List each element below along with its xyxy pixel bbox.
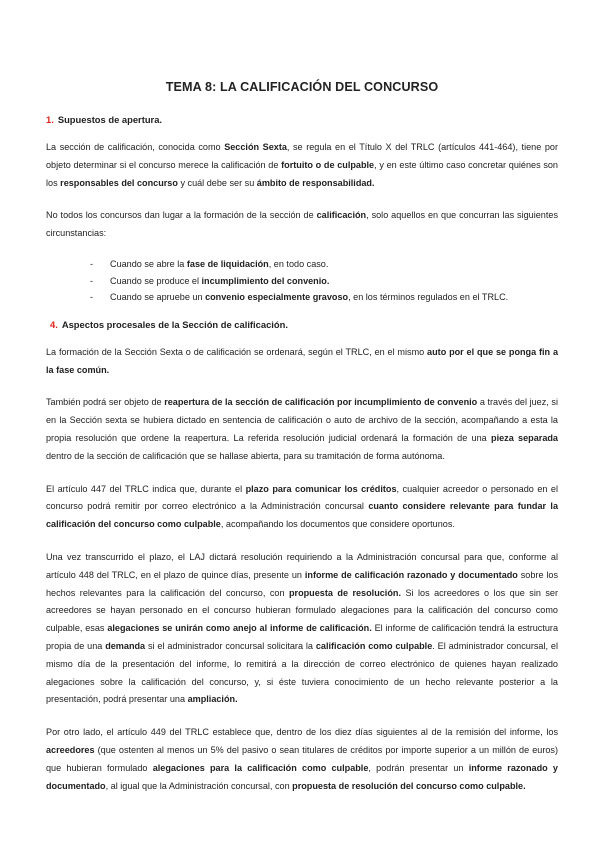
- bold-text: responsables del concurso: [60, 177, 178, 188]
- text: , y en este último caso concretar quiénes son los: [46, 159, 558, 188]
- bold-text: convenio especialmente gravoso: [205, 292, 349, 303]
- section-heading-1: [46, 114, 558, 125]
- text: Si los acreedores o los que sin ser acreedores se hayan personado en el concurso hubieran formulado alegaciones para la calificación del concurso como culpable, esas: [46, 587, 559, 634]
- section-title: Aspectos procesales de la Sección de calificación.: [61, 318, 288, 330]
- bold-text: propuesta de resolución.: [288, 587, 401, 598]
- bold-text: incumplimiento del convenio.: [201, 275, 330, 286]
- paragraph: [46, 139, 558, 192]
- text: (que ostenten al menos un 5% del pasivo o sean titulares de créditos por importe superior a un millón de euros) que hubieran formulado: [46, 744, 558, 773]
- list-item: [90, 273, 558, 290]
- section-number: 1.: [46, 114, 54, 125]
- text: . El administrador concursal, el mismo día de la presentación del informe, lo remitirá a la dirección de correo electrónico de quienes hayan realizado alegaciones sobre la calificación del concurso, y, si éste tuviera conocimiento de un hecho relevante posterior a la presentación, podrá presentar una: [46, 640, 558, 705]
- bold-text: demanda: [105, 640, 146, 651]
- text: Por otro lado, el artículo 449 del TRLC establece que, dentro de los diez días siguientes al de la remisión del informe, los: [46, 727, 558, 738]
- bold-text: propuesta de resolución del concurso como culpable.: [292, 780, 526, 791]
- circumstances-list: [46, 256, 558, 306]
- bold-text: fase de liquidación: [186, 258, 269, 269]
- list-item: [90, 256, 558, 273]
- paragraph: [46, 724, 558, 795]
- text: , podrán presentar un: [368, 762, 469, 773]
- paragraph: [46, 481, 558, 534]
- bold-text: cuanto considere relevante para fundar la calificación del concurso como culpable: [46, 501, 559, 530]
- text: , en todo caso.: [268, 258, 329, 269]
- text: dentro de la sección de calificación que se hallase abierta, para su tramitación de forma autónoma.: [46, 450, 445, 461]
- text: si el administrador concursal solicitara la: [145, 640, 316, 651]
- paragraph: [46, 394, 558, 465]
- text: , al igual que la Administración concursal, con: [105, 780, 293, 791]
- bold-text: pieza separada: [491, 432, 558, 443]
- bold-text: plazo para comunicar los créditos: [245, 483, 397, 494]
- text: No todos los concursos dan lugar a la formación de la sección de: [46, 210, 317, 221]
- text: Una vez transcurrido el plazo, el LAJ dictará resolución requiriendo a la Administración concursal para que, conforme al artículo 448 del TRLC, en el plazo de quince días, presente un: [46, 551, 558, 580]
- page-title: TEMA 8: LA CALIFICACIÓN DEL CONCURSO: [165, 80, 439, 94]
- text: , se regula en el Título X del TRLC (artículos 441-464), tiene por objeto determinar si el concurso merece la calificación de: [46, 142, 558, 170]
- bold-text: reapertura de la sección de calificación por incumplimiento de convenio: [164, 397, 478, 408]
- text: a través del juez, si en la Sección sexta se hubiera dictado en sentencia de calificación o auto de archivo de la sección, acompañando a esta la propia resolución que ordene la reapertura. La referida resolución judicial ordenará la formación de una: [46, 397, 558, 443]
- bold-text: acreedores: [46, 744, 95, 755]
- paragraph: [46, 207, 558, 243]
- bold-text: ámbito de responsabilidad.: [256, 177, 375, 188]
- text: , en los términos regulados en el TRLC.: [348, 292, 509, 303]
- text: La formación de la Sección Sexta o de calificación se ordenará, según el TRLC, en el mismo: [46, 346, 428, 357]
- bold-text: auto por el que se ponga fin a la fase común.: [46, 346, 558, 375]
- paragraph: [46, 549, 558, 709]
- bold-text: alegaciones se unirán como anejo al informe de calificación.: [107, 623, 372, 634]
- section-title: Supuestos de apertura.: [57, 114, 163, 125]
- text: y cuál debe ser su: [177, 177, 257, 188]
- text: Cuando se abre la: [110, 258, 187, 269]
- bold-text: ampliación.: [187, 694, 238, 705]
- text: , acompañando los documentos que considere oportunos.: [220, 519, 455, 530]
- bold-text: calificación: [316, 210, 367, 221]
- section-number: 4.: [50, 318, 58, 330]
- text: El informe de calificación tendrá la estructura propia de una: [46, 623, 559, 651]
- bold-text: alegaciones para la calificación como culpable: [152, 762, 369, 773]
- bold-text: fortuito o de culpable: [281, 159, 375, 170]
- text: sobre los hechos relevantes para la calificación del concurso, con: [46, 569, 559, 598]
- text: , cualquier acreedor o personado en el concurso podrá remitir por correo electrónico a la Administración concursal: [46, 483, 559, 512]
- text: El artículo 447 del TRLC indica que, durante el: [46, 483, 246, 494]
- document-body: [46, 80, 558, 810]
- text: , solo aquellos en que concurran las siguientes circunstancias:: [46, 210, 558, 239]
- list-item: [90, 289, 558, 306]
- bold-text: informe razonado y documentado: [46, 762, 558, 791]
- bold-text: Sección Sexta: [224, 142, 287, 152]
- text: Cuando se apruebe un: [110, 292, 206, 303]
- section-heading-2: [46, 319, 558, 330]
- bold-text: informe de calificación razonado y documentado: [304, 569, 518, 580]
- bold-text: calificación como culpable: [315, 640, 433, 651]
- text: La sección de calificación, conocida como: [46, 142, 225, 152]
- text: También podrá ser objeto de: [46, 397, 165, 408]
- paragraph: [46, 344, 558, 380]
- text: Cuando se produce el: [110, 275, 202, 286]
